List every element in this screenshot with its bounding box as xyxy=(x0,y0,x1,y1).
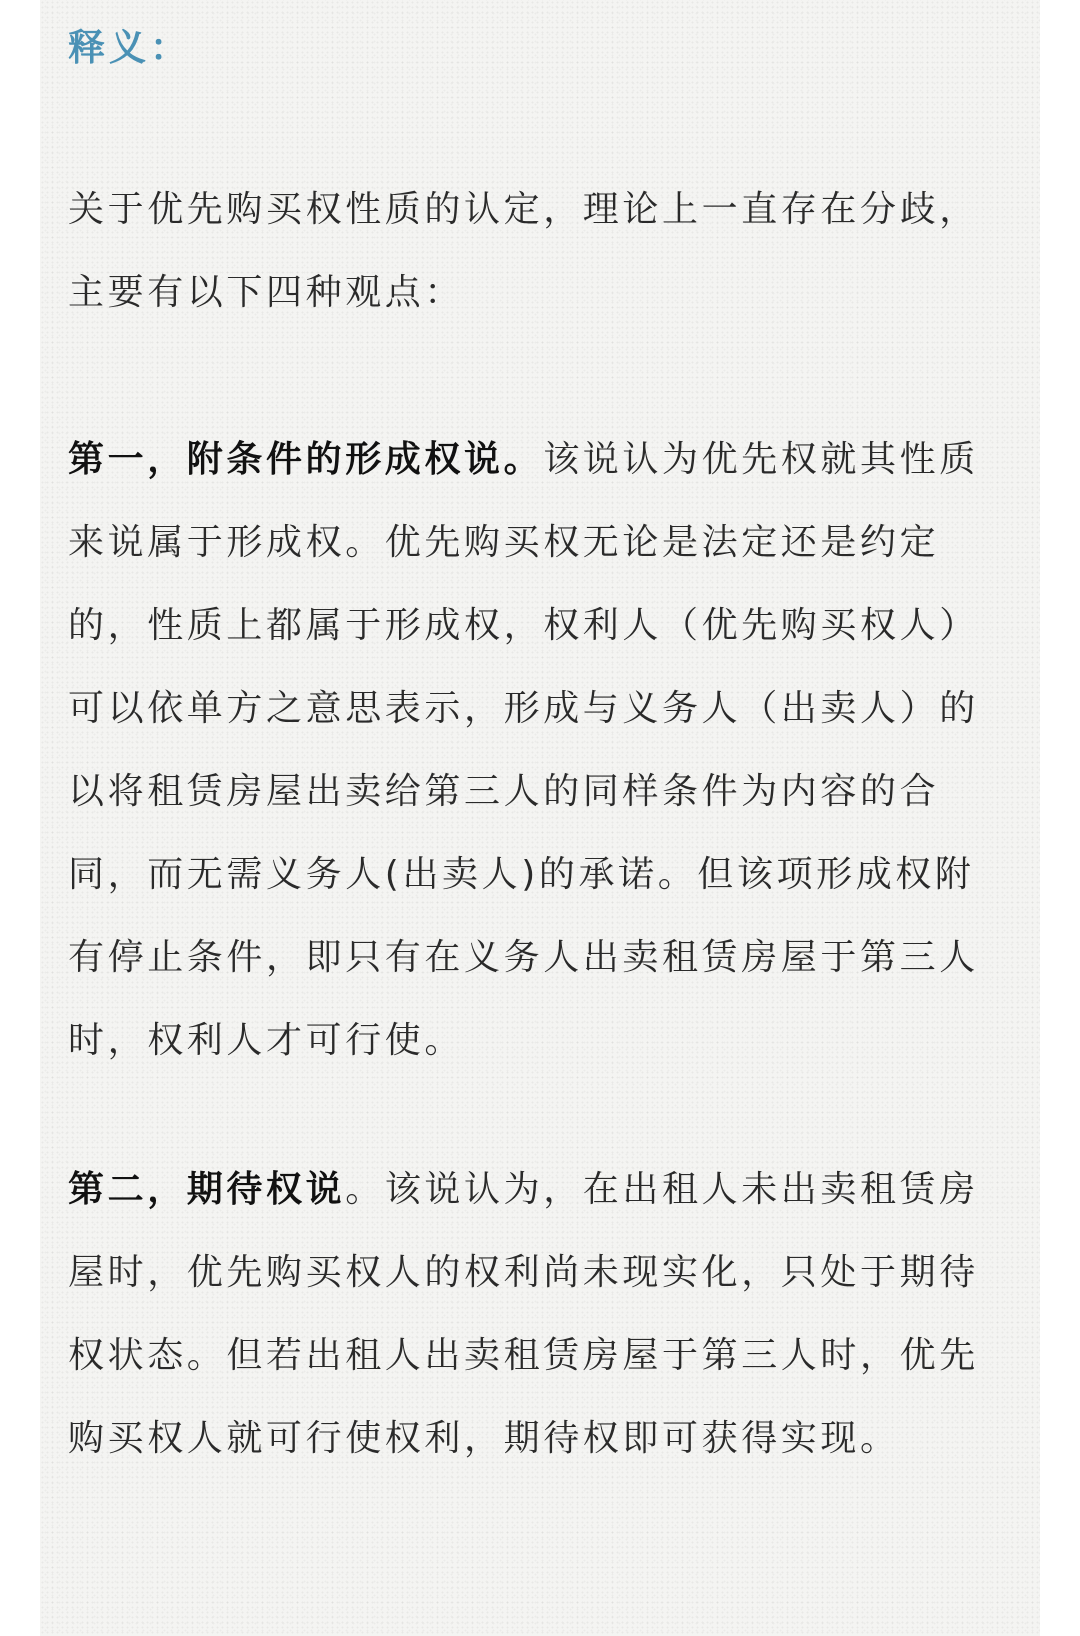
intro-paragraph: 关于优先购买权性质的认定，理论上一直存在分歧，主要有以下四种观点： xyxy=(68,189,979,313)
point-first-paragraph xyxy=(68,418,1008,1082)
point-second-lead: 第二，期待权说 xyxy=(68,1169,346,1210)
section-heading: 释义： xyxy=(68,26,191,69)
point-first-body: 该说认为优先权就其性质来说属于形成权。优先购买权无论是法定还是约定的，性质上都属于形成权，权利人（优先购买权人）可以依单方之意思表示，形成与义务人（出卖人）的以将租赁房屋出卖给第三人的同样条件为内容的合同，而无需义务人(出卖人)的承诺。但该项形成权附有停止条件，即只有在义务人出卖租赁房屋于第三人时，权利人才可行使。 xyxy=(68,439,979,1061)
point-second-paragraph xyxy=(68,1148,1008,1480)
point-first-lead: 第一，附条件的形成权说。 xyxy=(68,439,544,480)
point-second-body: 。该说认为，在出租人未出卖租赁房屋时，优先购买权人的权利尚未现实化，只处于期待权状态。但若出租人出卖租赁房屋于第三人时，优先购买权人就可行使权利，期待权即可获得实现。 xyxy=(68,1169,979,1459)
